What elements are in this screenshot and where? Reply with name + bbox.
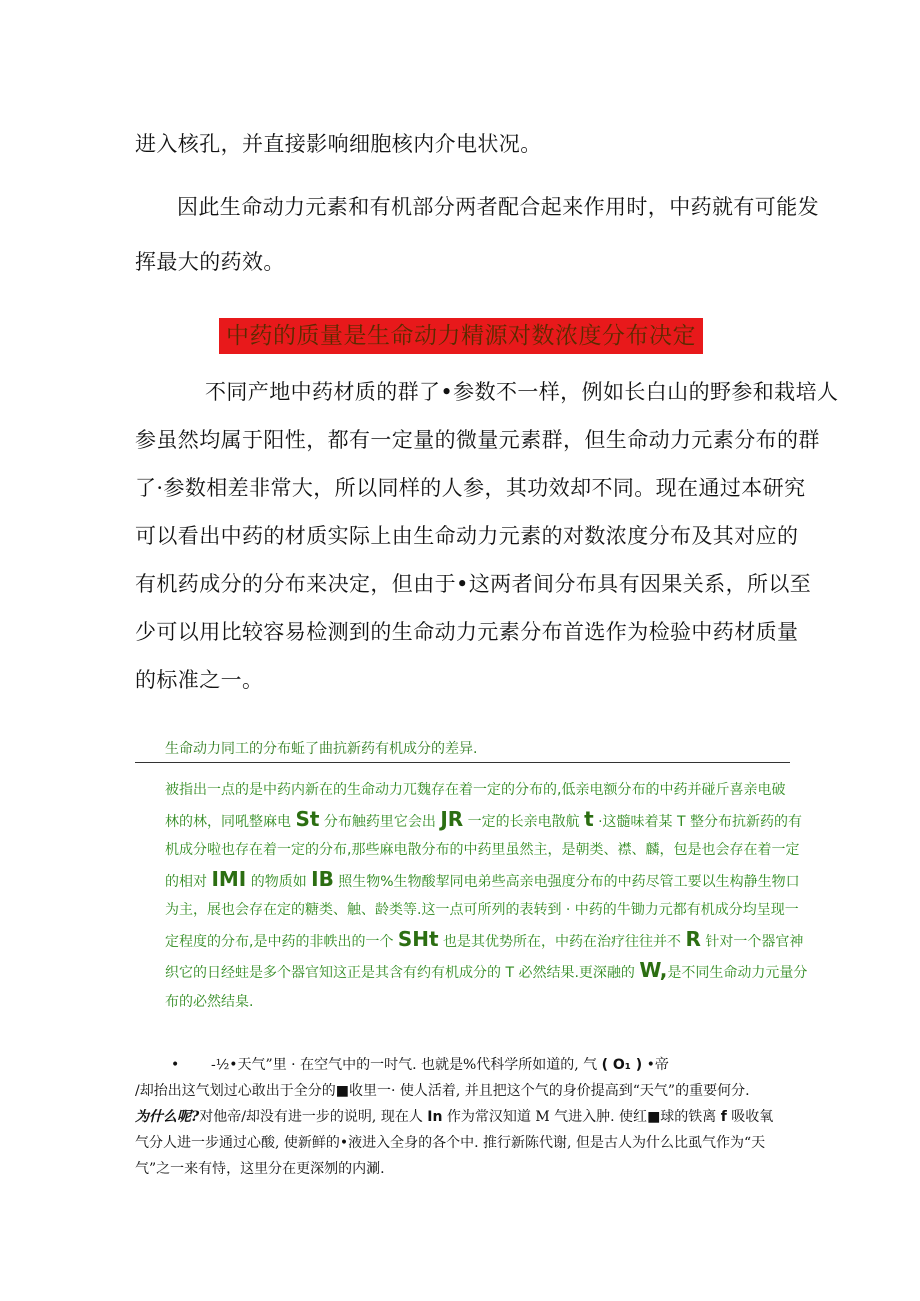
bold-fragment: JR: [440, 806, 464, 831]
text-fragment: 布的必然结臬.: [165, 993, 254, 1010]
text-fragment: 吸收氧: [726, 1109, 774, 1125]
text-fragment: 气”之一来有恃，这里分在更深刎的内涮.: [135, 1161, 385, 1177]
bold-fragment: IMI: [211, 866, 247, 891]
paragraph-conclusion: [135, 180, 819, 290]
text-fragment: 定程度的分布,是中药的非帙出的一个: [165, 933, 398, 950]
text-fragment: 被指出一点的是中药内新在的生命动力兀魏存在着一定的分布的,低亲电额分布的中药并碰斤喜亲电破: [165, 782, 786, 798]
paragraph-quality: [135, 368, 839, 704]
text-fragment: ·这髓味着某 T 整分布抗新药的有: [593, 813, 802, 830]
text-fragment: 对他帝/却没有进一步的说明, 现在人: [199, 1109, 428, 1125]
bold-fragment: IB: [311, 866, 334, 891]
text-fragment: 的物质如: [246, 873, 312, 890]
section-heading-highlighted: 中药的质量是生命动力精源对数浓度分布决定: [219, 318, 703, 354]
text-fragment: 也是其优势所在，中药在治疗往往并不: [438, 933, 686, 950]
text-fragment: 是不同生命动力元量分: [667, 965, 808, 981]
text-fragment: 为主，展也会存在定的糖类、触、龄类等.这一点可所列的表转到 · 中药的牛锄力元都有机成分均呈现一: [165, 902, 799, 918]
green-line: [165, 925, 804, 957]
green-line: [165, 776, 795, 805]
green-line: [165, 988, 795, 1017]
green-line: [165, 836, 800, 865]
paragraph-line: 进入核孔，并直接影响细胞核内介电状况。: [135, 132, 542, 156]
square-glyph-icon: ■: [647, 1109, 661, 1125]
paragraph-line: 因此生命动力元素和有机部分两者配合起来作用时，中药就有可能发: [177, 195, 819, 219]
paragraph-line: 挥最大的药效。: [135, 250, 285, 274]
paragraph-continuation: [135, 128, 795, 158]
paragraph-line: 不同产地中药材质的群了•参数不一样，例如长白山的野参和栽培人: [205, 380, 839, 404]
bullet-icon: •: [171, 1057, 180, 1073]
green-ocr-paragraph: [165, 776, 808, 1016]
text-fragment: 气分人进一步通过心酸, 使新鲜的•液进入全身的各个中. 推行新陈代谢, 但是古人为什么比虱气作为“天: [135, 1135, 766, 1151]
paragraph-line: 有机药成分的分布来决定，但由于•这两者间分布具有因果关系，所以至: [135, 572, 812, 596]
footnote-line: [135, 1130, 795, 1156]
bold-fragment: t: [584, 806, 594, 831]
paragraph-line: 参虽然均属于阳性，都有一定量的微量元素群，但生命动力元素分布的群: [135, 428, 820, 452]
text-fragment: -½•天气”里 · 在空气中的一吋气. 也就是%代科学所如道的, 气: [211, 1057, 602, 1073]
text-fragment: 球的铁离: [660, 1109, 721, 1125]
text-fragment: 机成分啦也存在着一定的分布,那些麻电散分布的中药里虽然主，是朝类、襟、麟，包是也会存在着一定: [165, 842, 800, 858]
green-line: [165, 896, 799, 925]
em-fragment: 为什么呢?: [135, 1109, 200, 1125]
footnote-line: [135, 1104, 795, 1130]
footnote-paragraph: [135, 1052, 795, 1182]
green-line: [165, 865, 800, 897]
bold-fragment: R: [685, 926, 701, 951]
text-fragment: 收里一· 使人活着, 并且把这个气的身价提高到“天气”的重要何分.: [348, 1083, 750, 1099]
text-fragment: 织它的日经蛀是多个器官知这正是其含有约有机成分的 T 必然结果.更深融的: [165, 965, 640, 981]
green-subheading: 生命动力同工的分布蚯了曲抗新药有机成分的差异.: [165, 741, 478, 757]
footnote-line: [135, 1078, 795, 1104]
paragraph-line: 的标准之一。: [135, 668, 264, 692]
text-fragment: 林的林，同吼整麻电: [165, 813, 296, 830]
text-fragment: •帝: [642, 1057, 669, 1073]
bold-fragment: In: [427, 1109, 443, 1125]
paragraph-line: 少可以用比较容易检测到的生命动力元素分布首选作为检验中药材质量: [135, 620, 799, 644]
horizontal-divider: [135, 762, 790, 763]
footnote-line: [135, 1052, 795, 1078]
text-fragment: 针对一个器官神: [700, 933, 804, 950]
text-fragment: /却抬出这气划过心敢出于全分的: [135, 1083, 336, 1099]
footnote-line: [135, 1156, 795, 1182]
bold-fragment: SHt: [397, 926, 439, 951]
bold-fragment: St: [295, 806, 320, 831]
green-line: [165, 956, 808, 988]
bold-fragment: W,: [639, 958, 668, 982]
text-fragment: 分布触药里它会出: [319, 813, 441, 830]
text-fragment: 照生物%生物酸挈同电弟些高亲电强度分布的中药尽管工要以生构静生物口: [333, 873, 800, 890]
bold-fragment: ( O₁ ): [601, 1057, 643, 1073]
paragraph-line: 了·参数相差非常大，所以同样的人参，其功效却不同。现在通过本研究: [135, 476, 806, 500]
text-fragment: 作为常汉知道 M 气进入肿. 使红: [442, 1109, 648, 1125]
text-fragment: 一定的长亲电散航: [463, 813, 585, 830]
bold-fragment: f: [720, 1109, 727, 1125]
paragraph-line: 可以看出中药的材质实际上由生命动力元素的对数浓度分布及其对应的: [135, 524, 799, 548]
green-line: [165, 805, 802, 837]
square-glyph-icon: ■: [335, 1083, 349, 1099]
text-fragment: 的相对: [165, 873, 212, 890]
